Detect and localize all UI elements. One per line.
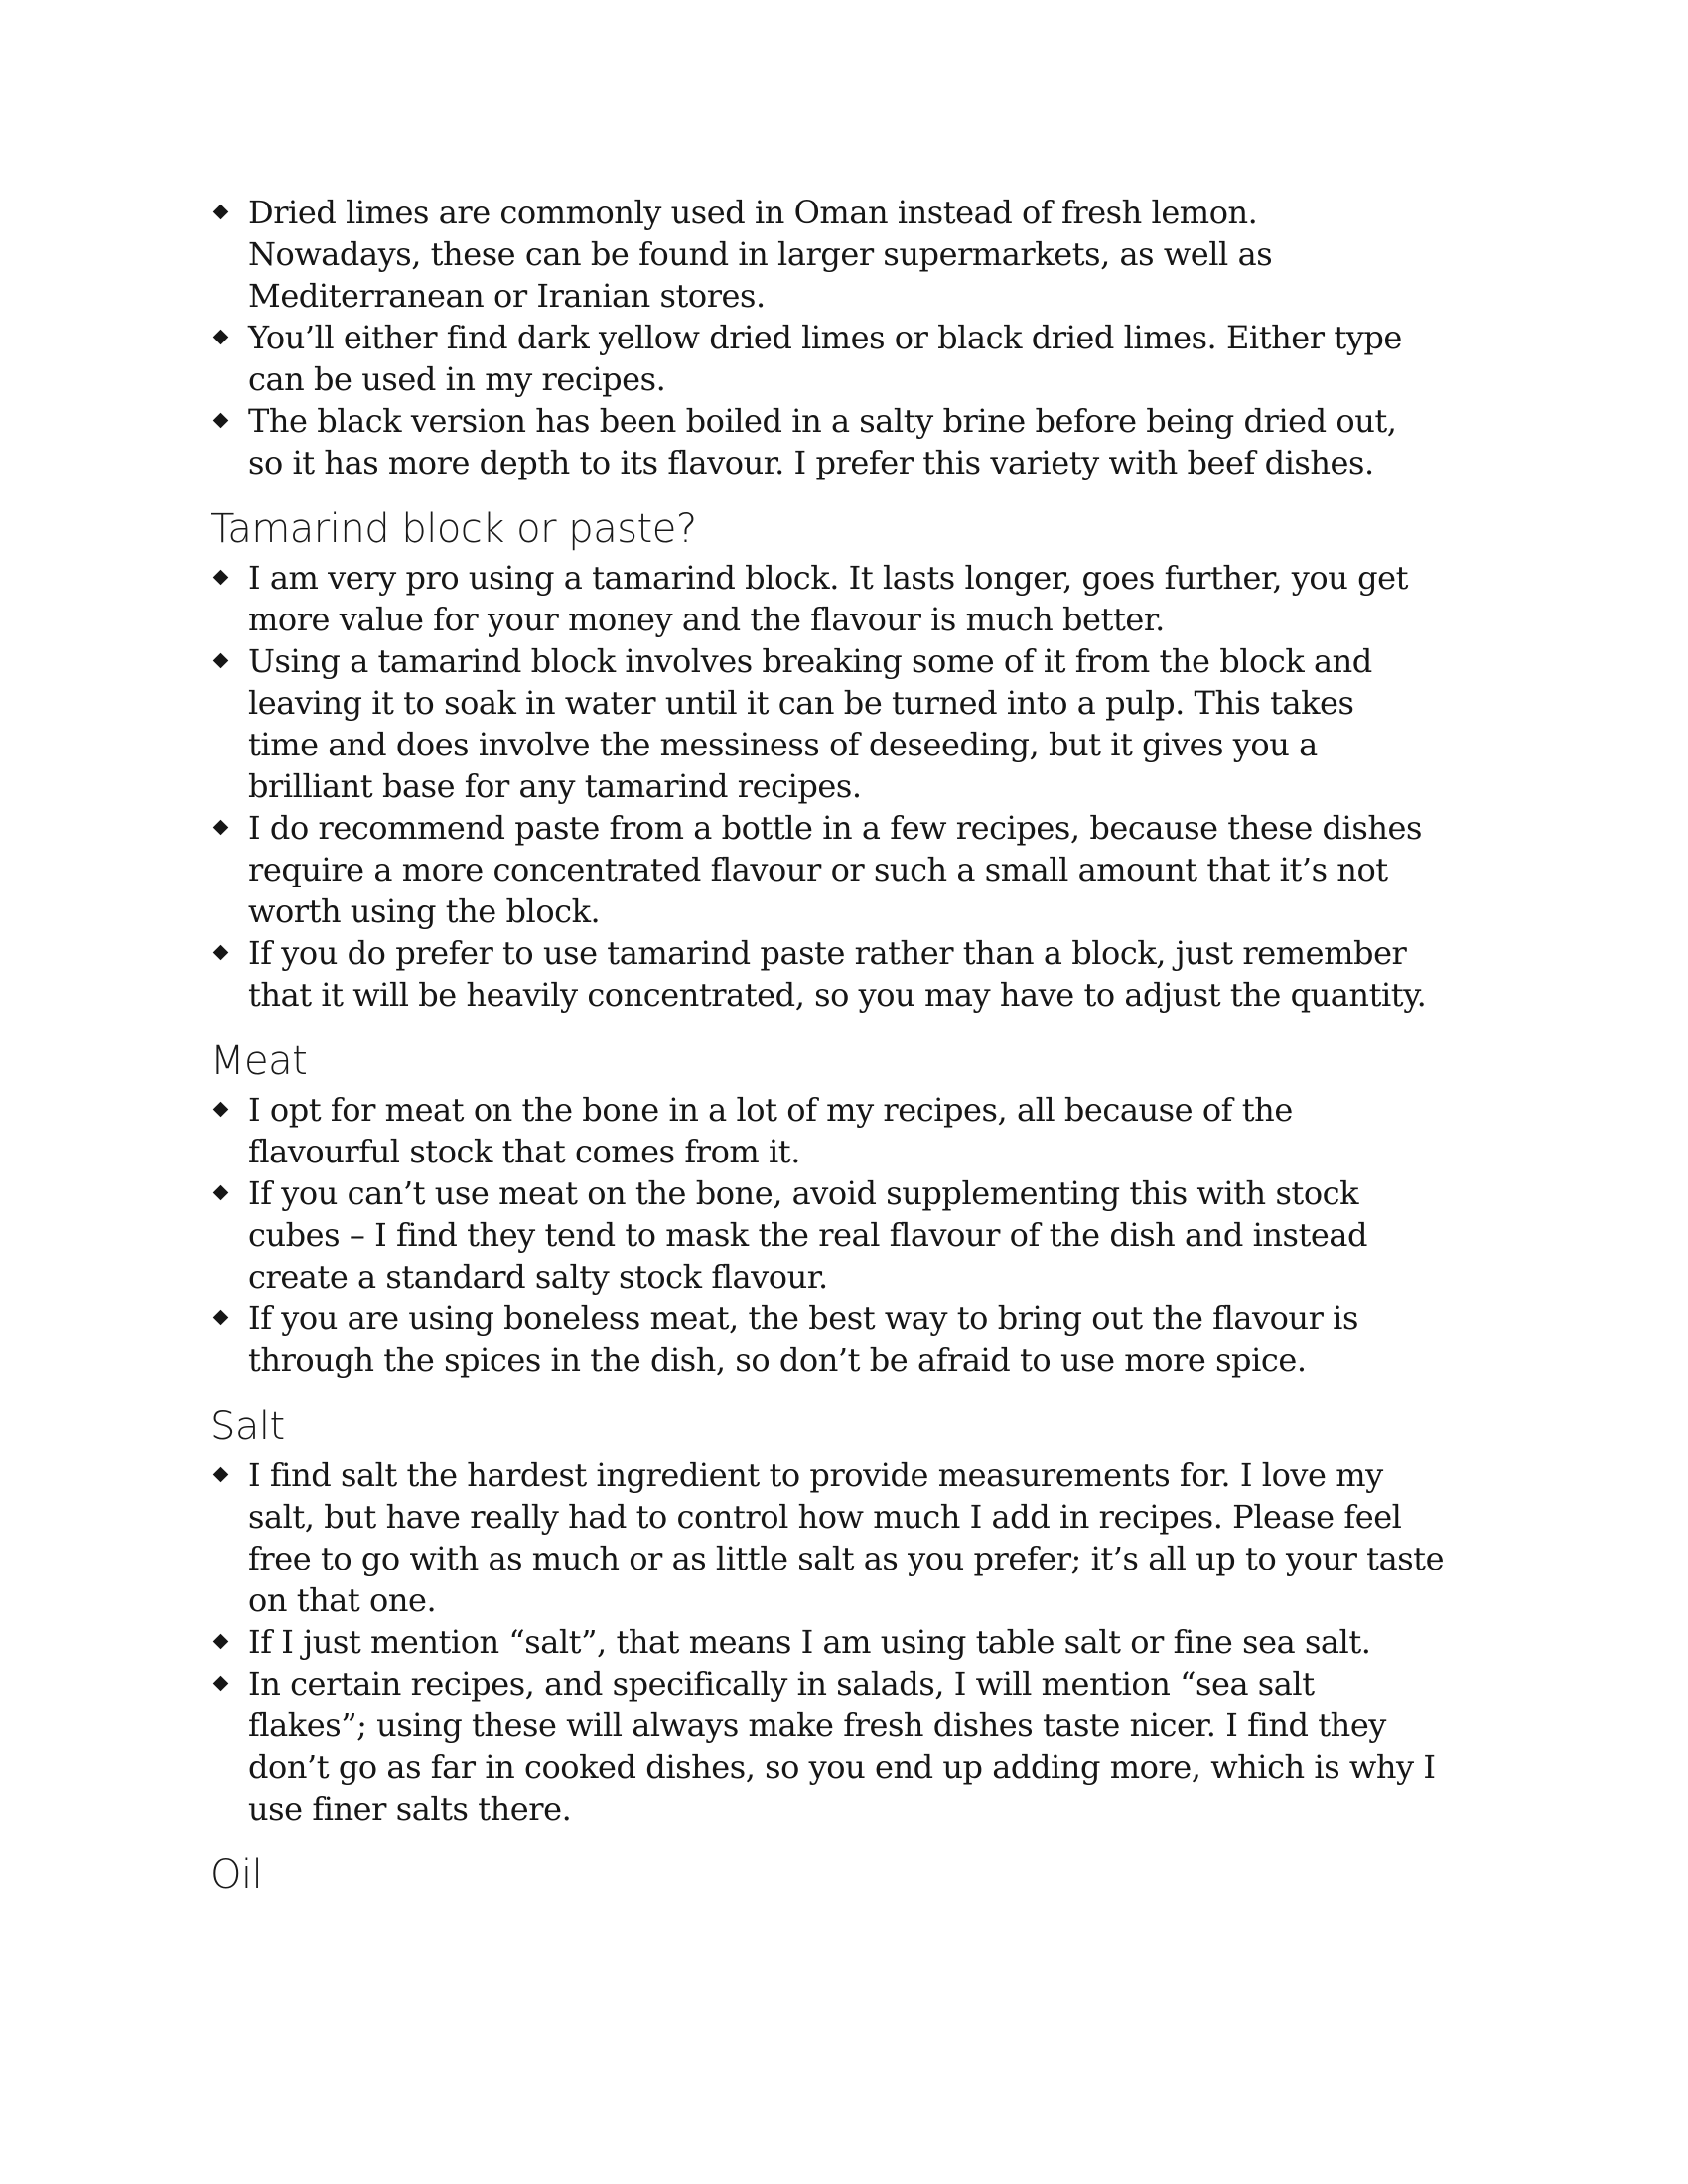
diamond-bullet-icon [213,413,229,429]
section-heading: Meat [211,1038,308,1084]
list-item [211,317,1491,400]
bullet-text: If you are using boneless meat, the best way to bring out the flavour is through the spices in the dish, so don’t be afraid to use more spice. [248,1299,1358,1379]
bullet-text: I opt for meat on the bone in a lot of my recipes, all because of the flavourful stock that comes from it. [248,1091,1293,1170]
list-item [211,932,1491,1016]
diamond-bullet-icon [213,1676,229,1692]
diamond-bullet-icon [213,653,229,669]
bullet-text: If you do prefer to use tamarind paste rather than a block, just remember that it will be heavily concentrated, so you may have to adjust the quantity. [248,934,1427,1014]
section-oil [211,1851,1491,1899]
list-item [211,1172,1491,1297]
diamond-bullet-icon [213,1102,229,1118]
document-page [211,192,1491,1899]
list-item [211,400,1491,483]
list-item [211,192,1491,317]
diamond-bullet-icon [213,1467,229,1483]
section-meat [211,1037,1491,1381]
section-tamarind [211,505,1491,1016]
section-heading: Salt [211,1404,285,1449]
list-item [211,557,1491,640]
list-item [211,1089,1491,1172]
bullet-text: I do recommend paste from a bottle in a few recipes, because these dishes require a more concentrated flavour or such a small amount that it’s not worth using the block. [248,809,1422,930]
bullet-list [211,192,1491,483]
diamond-bullet-icon [213,330,229,345]
section-heading: Tamarind block or paste? [211,506,697,552]
list-item [211,1663,1491,1830]
bullet-text: If you can’t use meat on the bone, avoid supplementing this with stock cubes – I find they tend to mask the real flavour of the dish and instead create a standard salty stock flavour. [248,1174,1368,1296]
diamond-bullet-icon [213,945,229,961]
diamond-bullet-icon [213,1310,229,1326]
bullet-text: Dried limes are commonly used in Oman instead of fresh lemon. Nowadays, these can be found in larger supermarkets, as well as Mediterranean or Iranian stores. [248,194,1273,315]
bullet-text: You’ll either find dark yellow dried limes or black dried limes. Either type can be used in my recipes. [248,319,1402,398]
bullet-text: In certain recipes, and specifically in salads, I will mention “sea salt flakes”; using these will always make fresh dishes taste nicer. I find they don’t go as far in cooked dishes, so you end up adding more, which is why I use finer salts there. [248,1665,1436,1828]
diamond-bullet-icon [213,820,229,836]
list-item [211,640,1491,807]
diamond-bullet-icon [213,570,229,586]
bullet-list [211,1454,1491,1830]
bullet-text: I find salt the hardest ingredient to provide measurements for. I love my salt, but have really had to control how much I add in recipes. Please feel free to go with as much or as little salt as you prefer; it’s all up to your taste on that one. [248,1456,1445,1619]
bullet-list [211,1089,1491,1381]
section-salt [211,1403,1491,1830]
bullet-text: I am very pro using a tamarind block. It lasts longer, goes further, you get more value for your money and the flavour is much better. [248,559,1409,638]
bullet-text: The black version has been boiled in a salty brine before being dried out, so it has more depth to its flavour. I prefer this variety with beef dishes. [248,402,1397,481]
diamond-bullet-icon [213,205,229,220]
diamond-bullet-icon [213,1185,229,1201]
bullet-text: If I just mention “salt”, that means I am using table salt or fine sea salt. [248,1623,1371,1661]
section-heading: Oil [211,1852,263,1898]
bullet-list [211,557,1491,1016]
section-dried-limes [211,192,1491,483]
bullet-text: Using a tamarind block involves breaking some of it from the block and leaving it to soak in water until it can be turned into a pulp. This takes time and does involve the messiness of deseeding, but it gives you a brilliant base for any tamarind recipes. [248,642,1372,805]
diamond-bullet-icon [213,1634,229,1650]
list-item [211,1454,1491,1621]
list-item [211,1621,1491,1663]
list-item [211,807,1491,932]
list-item [211,1297,1491,1381]
